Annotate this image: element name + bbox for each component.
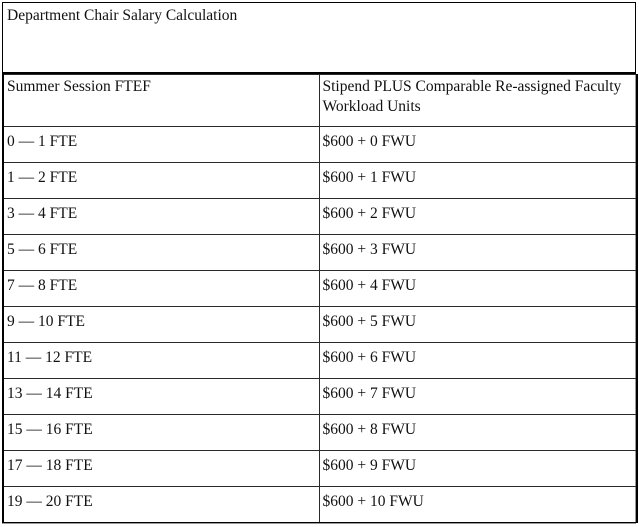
table-row	[3, 127, 637, 163]
ftef-cell: 19 — 20 FTE	[3, 487, 319, 523]
table-header-row	[3, 75, 637, 127]
table-row	[3, 415, 637, 451]
stipend-cell: $600 + 9 FWU	[319, 451, 637, 487]
ftef-cell: 3 — 4 FTE	[3, 199, 319, 235]
ftef-cell: 13 — 14 FTE	[3, 379, 319, 415]
stipend-cell: $600 + 1 FWU	[319, 163, 637, 199]
ftef-cell: 7 — 8 FTE	[3, 271, 319, 307]
ftef-cell: 0 — 1 FTE	[3, 127, 319, 163]
stipend-cell: $600 + 0 FWU	[319, 127, 637, 163]
stipend-cell: $600 + 8 FWU	[319, 415, 637, 451]
stipend-cell: $600 + 7 FWU	[319, 379, 637, 415]
table-row	[3, 487, 637, 523]
title-box	[2, 2, 636, 74]
table-row	[3, 343, 637, 379]
ftef-cell: 1 — 2 FTE	[3, 163, 319, 199]
header-ftef: Summer Session FTEF	[3, 75, 319, 127]
stipend-cell: $600 + 6 FWU	[319, 343, 637, 379]
table-row	[3, 163, 637, 199]
table-row	[3, 451, 637, 487]
ftef-cell: 15 — 16 FTE	[3, 415, 319, 451]
header-stipend: Stipend PLUS Comparable Re-assigned Faculty Workload Units	[319, 75, 637, 127]
stipend-cell: $600 + 2 FWU	[319, 199, 637, 235]
table-row	[3, 307, 637, 343]
ftef-cell: 5 — 6 FTE	[3, 235, 319, 271]
document-title: Department Chair Salary Calculation	[7, 7, 238, 24]
table-row	[3, 271, 637, 307]
table-row	[3, 235, 637, 271]
ftef-cell: 9 — 10 FTE	[3, 307, 319, 343]
ftef-cell: 17 — 18 FTE	[3, 451, 319, 487]
stipend-cell: $600 + 4 FWU	[319, 271, 637, 307]
stipend-cell: $600 + 5 FWU	[319, 307, 637, 343]
table-row	[3, 199, 637, 235]
ftef-cell: 11 — 12 FTE	[3, 343, 319, 379]
stipend-cell: $600 + 10 FWU	[319, 487, 637, 523]
table-row	[3, 379, 637, 415]
stipend-cell: $600 + 3 FWU	[319, 235, 637, 271]
salary-table	[2, 74, 638, 523]
